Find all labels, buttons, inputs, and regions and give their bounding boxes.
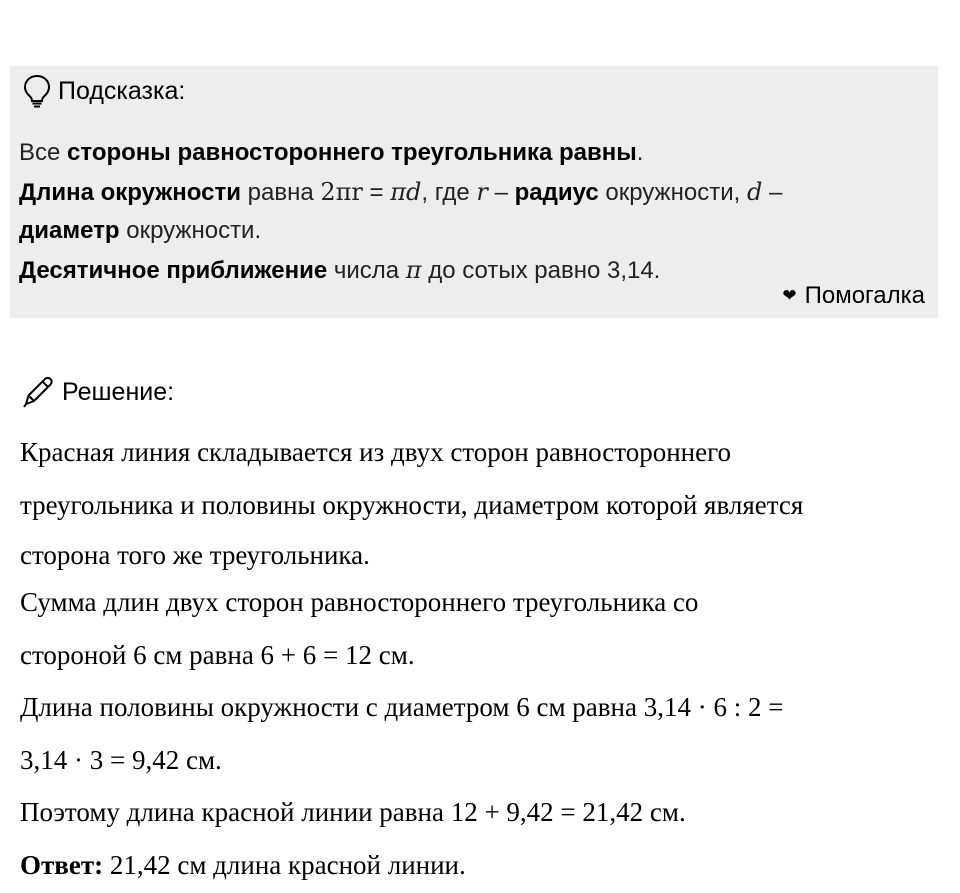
solution-line-8: Поэтому длина красной линии равна 12 + 9,42 = 21,42 см. [20,788,935,841]
hint-line-3: диаметр окружности. [19,212,926,251]
solution-title: Решение: [62,378,174,407]
answer-label: Ответ: [20,850,103,880]
answer-text: 21,42 см длина красной линии. [103,850,466,880]
solution-line-2: треугольника и половины окружности, диаметром которой является [20,481,935,534]
solution-line-3: сторона того же треугольника. [20,533,935,578]
brand-name: Помогалка [805,282,925,310]
hint-line-1: Все стороны равностороннего треугольника равны. [19,134,926,173]
hint-line-4: Десятичное приближение числа π до сотых равно 3,14. [19,251,926,291]
solution-line-6: Длина половины окружности с диаметром 6 см равна 3,14 · 6 : 2 = [20,683,935,736]
hint-header [22,74,185,108]
solution-line-1: Красная линия складывается из двух сторон равностороннего [20,428,935,481]
hint-line-2: Длина окружности равна 2πr = πd, где r – радиус окружности, d – [19,173,926,213]
pencil-icon [20,374,56,410]
formula-circumference: 2πr [320,178,363,206]
solution-line-4: Сумма длин двух сторон равностороннего треугольника со [20,578,935,631]
hint-box [10,66,938,318]
solution-header [20,374,174,410]
hint-title: Подсказка: [58,77,185,106]
hint-text [19,134,926,290]
heart-icon: ❤ [782,286,796,306]
brand-label [782,282,925,310]
solution-text [20,428,935,893]
lightbulb-icon [22,74,52,108]
solution-line-7: 3,14 · 3 = 9,42 см. [20,736,935,789]
answer-line [20,841,935,893]
solution-line-5: стороной 6 см равна 6 + 6 = 12 см. [20,631,935,684]
formula-pi-d: πd [390,178,421,206]
